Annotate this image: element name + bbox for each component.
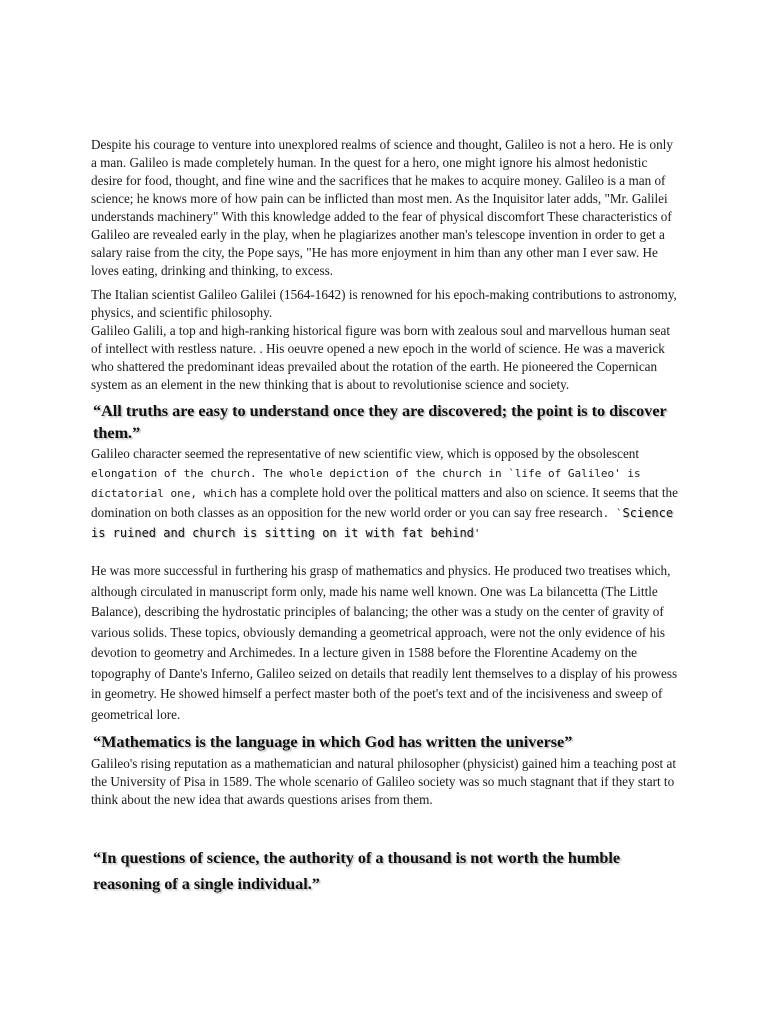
paragraph-rising-reputation: Galileo's rising reputation as a mathematician and natural philosopher (physicist) gained him a teaching post at the University of Pisa in 1589. The whole scenario of Galileo society was so much stagnant that if they start to think about the new idea that awards questions arises from them. [91, 756, 677, 807]
paragraph-galileo-character-start: Galileo character seemed the representative of new scientific view, which is opposed by the obsolescent [91, 446, 640, 461]
quote-all-truths: “All truths are easy to understand once they are discovered; the point is to discover them.” [93, 402, 667, 442]
paragraph-galileo-character [91, 444, 681, 543]
paragraph-mathematics-physics: He was more successful in furthering his grasp of mathematics and physics. He produced two treatises which, although circulated in manuscript form only, made his name well known. One was La bilancetta (The Little Balance), describing the hydrostatic principles of balancing; the other was a study on the center of gravity of various solids. These topics, obviously demanding a geometrical approach, were not the only evidence of his devotion to geometry and Archimedes. In a lecture given in 1588 before the Florentine Academy on the topography of Dante's Inferno, Galileo seized on details that readily lent themselves to a display of his prowess in geometry. He showed himself a perfect master both of the poet's text and of the incisiveness and sweep of geometrical lore. [91, 563, 678, 722]
document-page [91, 136, 681, 897]
quote-mathematics-language: “Mathematics is the language in which God has written the universe” [93, 733, 573, 751]
inline-quote-science-ruined: Science is ruined and church is sitting on it with fat behind [91, 506, 674, 540]
quote-questions-of-science: “In questions of science, the authority of a thousand is not worth the humble reasoning of a single individual.” [93, 849, 621, 893]
paragraph-galileo-galili: Galileo Galili, a top and high-ranking historical figure was born with zealous soul and marvellous human seat of intellect with restless nature. . His oeuvre opened a new epoch in the world of science. He was a maverick who shattered the predominant ideas prevailed about the rotation of the earth. He pioneered the Copernican system as an element in the new thinking that is about to revolutionise science and society. [91, 323, 671, 392]
paragraph-galileo-character-mid: has a complete hold over the political matters and also on science. It seems that the domination on both classes as an opposition for the new world order or you can say free research [91, 485, 678, 520]
quote-close-mark: ' [473, 527, 481, 540]
paragraph-italian-scientist: The Italian scientist Galileo Galilei (1564-1642) is renowned for his epoch-making contributions to astronomy, physics, and scientific philosophy. [91, 287, 677, 320]
paragraph-galileo-not-hero: Despite his courage to venture into unexplored realms of science and thought, Galileo is not a hero. He is only a man. Galileo is made completely human. In the quest for a hero, one might ignore his almost hedonistic desire for food, thought, and fine wine and the sacrifices that he makes to acquire money. Galileo is a man of science; he knows more of how pain can be inflicted than most men. As the Inquisitor later adds, "Mr. Galilei understands machinery" With this knowledge added to the fear of physical discomfort These characteristics of Galileo are revealed early in the play, when he plagiarizes another man's telescope invention in order to get a salary raise from the city, the Pope says, "He has more enjoyment in him than any other man I ever saw. He loves eating, drinking and thinking, to excess. [91, 137, 673, 278]
paragraph-church-elongation: elongation of the church. The whole depiction of the church in `life of Galileo' is dictatorial one, which [91, 467, 641, 500]
quote-open-mark: . ` [602, 507, 623, 520]
